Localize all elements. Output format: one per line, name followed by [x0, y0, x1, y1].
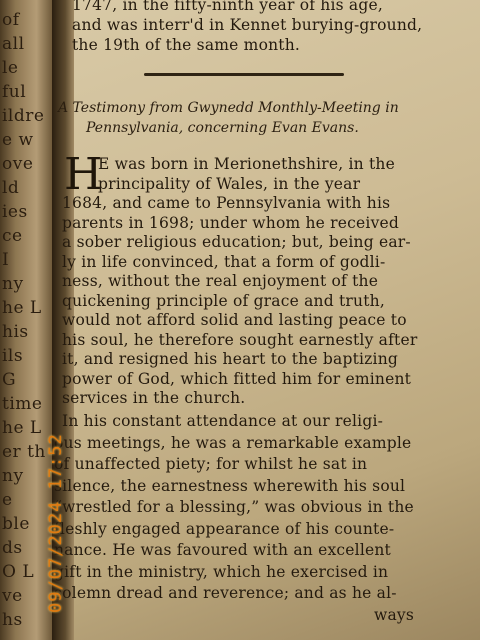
paragraph-line: 1684, and came to Pennsylvania with his — [62, 194, 391, 212]
paragraph-line: fleshly engaged appearance of his counte- — [54, 519, 395, 538]
paragraph-line: In his constant attendance at our religi- — [62, 412, 384, 430]
left-page-text-fragment: O L — [2, 562, 35, 582]
paragraph-line: ly in life convinced, that a form of godli- — [62, 252, 386, 271]
left-page-text-fragment: he L — [2, 418, 42, 438]
paragraph-line: his soul, he therefore sought earnestly after — [62, 330, 418, 349]
previous-section-line: the 19th of the same month. — [72, 36, 301, 54]
left-page-text-fragment: of — [2, 10, 20, 30]
left-page-text-fragment: I — [2, 250, 10, 270]
paragraph-line: ways — [374, 605, 415, 624]
paragraph-line: principality of Wales, in the year — [98, 174, 361, 193]
paragraph-line: parents in 1698; under whom he received — [62, 213, 400, 232]
testimony-heading-line2: Pennsylvania, concerning Evan Evans. — [86, 120, 359, 136]
left-page-text-fragment: ildre — [2, 106, 45, 126]
testimony-heading-line1: A Testimony from Gwynedd Monthly-Meeting in — [58, 100, 399, 116]
paragraph-line: would not afford solid and lasting peace to — [62, 311, 407, 329]
paragraph-line: silence, the earnestness wherewith his soul — [54, 476, 406, 495]
paragraph-line: solemn dread and reverence; and as he al- — [54, 584, 397, 602]
left-page-text-fragment: ve — [2, 586, 23, 606]
left-page-text-fragment: his — [2, 322, 29, 342]
paragraph-line: E was born in Merionethshire, in the — [98, 155, 395, 173]
paragraph-line: it, and resigned his heart to the baptizing — [62, 350, 399, 368]
left-page-text-fragment: ful — [2, 82, 27, 102]
left-page-text-fragment: ds — [2, 538, 23, 558]
left-page-text-fragment: ove — [2, 154, 34, 174]
paragraph-line: power of God, which fitted him for eminent — [62, 369, 412, 388]
drop-cap-letter: H — [64, 149, 103, 200]
left-page-text-fragment: e — [2, 490, 13, 510]
section-divider-rule — [144, 73, 344, 76]
paragraph-line: “wrestled for a blessing,” was obvious in the — [54, 498, 414, 516]
paragraph-line: nance. He was favoured with an excellent — [54, 541, 391, 559]
left-page-text-fragment: ce — [2, 226, 23, 246]
adjacent-page-edge — [0, 0, 52, 640]
left-page-text-fragment: er th — [2, 442, 46, 462]
left-page-text-fragment: ils — [2, 346, 24, 366]
paragraph-line: ous meetings, he was a remarkable example — [54, 433, 412, 452]
left-page-text-fragment: time — [2, 394, 43, 414]
left-page-text-fragment: ld — [2, 178, 20, 198]
paragraph-line: ness, without the real enjoyment of the — [62, 272, 379, 290]
left-page-text-fragment: ies — [2, 202, 28, 222]
left-page-text-fragment: ny — [2, 466, 24, 486]
left-page-text-fragment: G — [2, 370, 17, 390]
left-page-text-fragment: e w — [2, 130, 34, 150]
left-page-text-fragment: ble — [2, 514, 30, 534]
left-page-text-fragment: he L — [2, 298, 42, 318]
previous-section-line: 1747, in the fifty-ninth year of his age, — [72, 0, 383, 14]
previous-section-line: and was interr'd in Kennet burying-ground, — [72, 16, 423, 34]
left-page-text-fragment: hs — [2, 610, 23, 630]
paragraph-line: services in the church. — [62, 389, 246, 407]
paragraph-line: quickening principle of grace and truth, — [62, 291, 385, 310]
paragraph-line: of unaffected piety; for whilst he sat in — [54, 455, 368, 473]
paragraph-line: a sober religious education; but, being ear- — [62, 233, 411, 251]
photo-date-stamp: 09/07/2024 17:52 — [46, 433, 66, 613]
left-page-text-fragment: ny — [2, 274, 24, 294]
left-page-text-fragment: le — [2, 58, 19, 78]
paragraph-line: gift in the ministry, which he exercised in — [54, 562, 389, 581]
left-page-text-fragment: all — [2, 34, 25, 54]
